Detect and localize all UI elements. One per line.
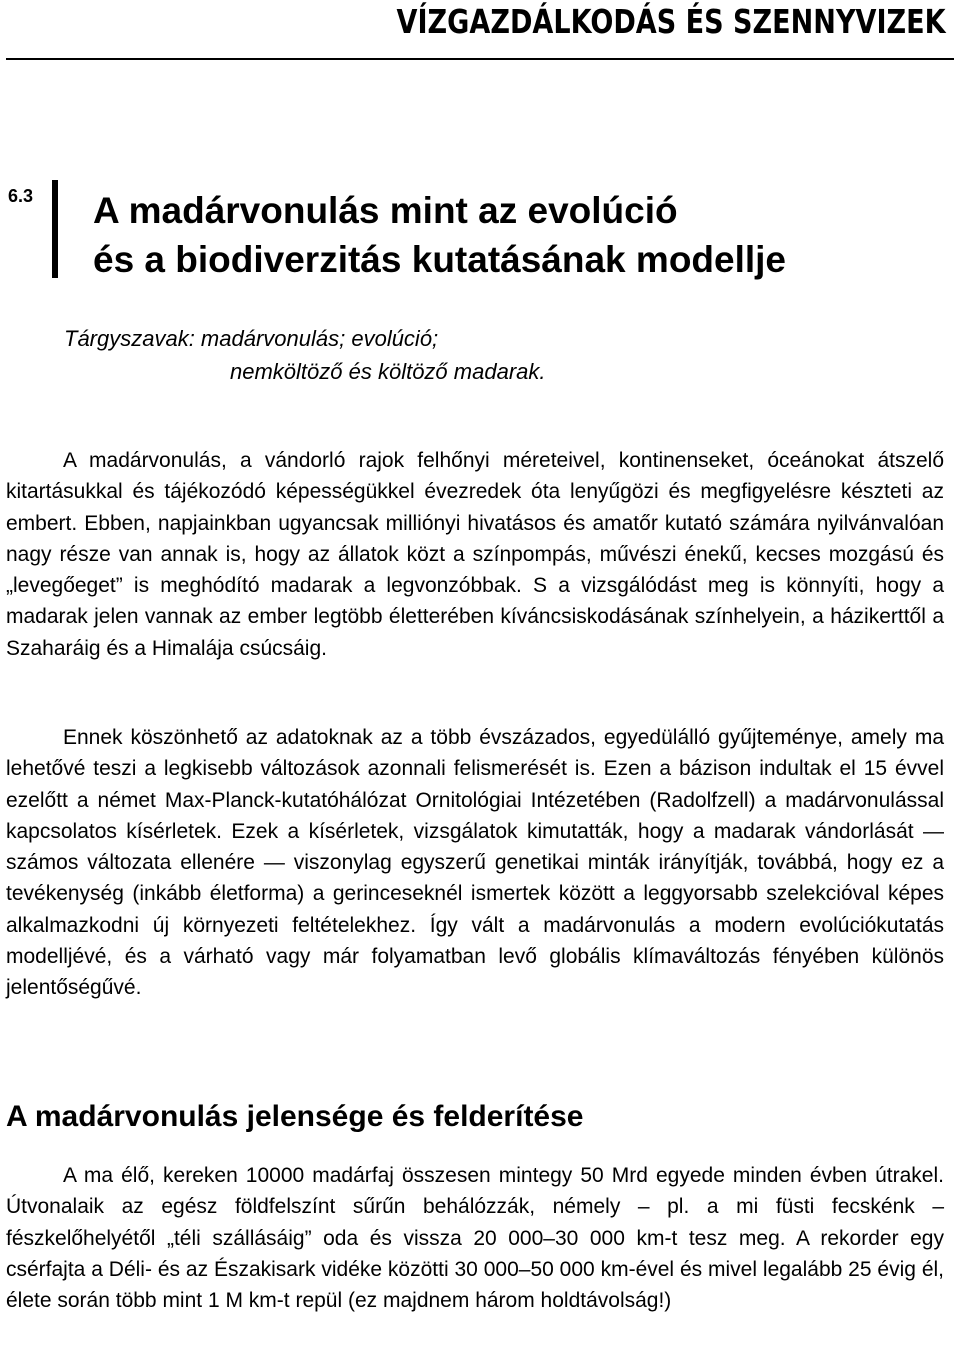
keywords-line2: nemköltöző és költöző madarak. [230, 359, 546, 384]
section-title [93, 186, 786, 284]
subsection-heading: A madárvonulás jelensége és felderítése [6, 1100, 584, 1133]
section-bar [52, 180, 58, 278]
section-title-line2: és a biodiverzitás kutatásának modellje [93, 239, 787, 280]
paragraph-research: Ennek köszönhető az adatoknak az a több évszázados, egyedülálló gyűjteménye, amely ma lehetővé teszi a legkisebb változások azonnali felismerését is. Ezen a bázison indultak el 15 évvel ezelőtt a német Max-Planck-kutatóhálózat Ornitológiai Intézetében (Radolfzell) a madárvonulással kapcsolatos kísérletek. Ezek a kísérletek, vizsgálatok kimutatták, hogy a madarak vándorlását — számos változata ellenére — viszonylag egyszerű genetikai minták irányítják, továbbá, hogy ez a tevékenység (inkább életforma) a gerinceseknél ismertek között a leggyorsabb szelekcióval képes alkalmazkodni új környezeti feltételekhez. Így vált a madárvonulás a modern evolúciókutatás modelljévé, és a várható vagy már folyamatban levő globális klímaváltozás fényében különös jelentőségűvé. [6, 726, 944, 1000]
keywords-line1: Tárgyszavak: madárvonulás; evolúció; [64, 326, 439, 351]
section-title-line1: A madárvonulás mint az evolúció [93, 190, 678, 231]
running-header: VÍZGAZDÁLKODÁS ÉS SZENNYVIZEK [396, 2, 946, 41]
paragraph-migration: A ma élő, kereken 10000 madárfaj összesen mintegy 50 Mrd egyede minden évben útrakel. Útvonalaik az egész földfelszínt sűrűn behálózzák, némely – pl. a mi füsti fecskénk – fészkelőhelyétől „téli szállásáig” oda és vissza 20 000–30 000 km-t tesz meg. A rekorder egy csérfajta a Déli- és az Északisark vidéke közötti 30 000–50 000 km-ével és mivel legalább 25 évig él, élete során több mint 1 M km-t repül (ez majdnem három holdtávolság!) [6, 1164, 944, 1313]
paragraph-intro: A madárvonulás, a vándorló rajok felhőnyi méreteivel, kontinenseket, óceánokat átszelő kitartásukkal és tájékozódó képességükkel évezredek óta lenyűgözi és megfigyelésre készteti az embert. Ebben, napjainkban ugyancsak milliónyi hivatásos és amatőr kutató számára nyilvánvalóan nagy része van annak is, hogy az állatok közt a színpompás, művészi énekű, kecses mozgású és „levegőeget” is meghódító madarak a legvonzóbbak. S a vizsgálódást meg is könnyíti, hogy a madarak jelen vannak az ember legtöbb életterében kíváncsiskodásának színhelyein, a házikerttől a Szaharáig és a Himalája csúcsáig. [6, 449, 944, 660]
section-number: 6.3 [8, 186, 34, 206]
keywords [64, 322, 546, 388]
header-divider [6, 58, 954, 60]
